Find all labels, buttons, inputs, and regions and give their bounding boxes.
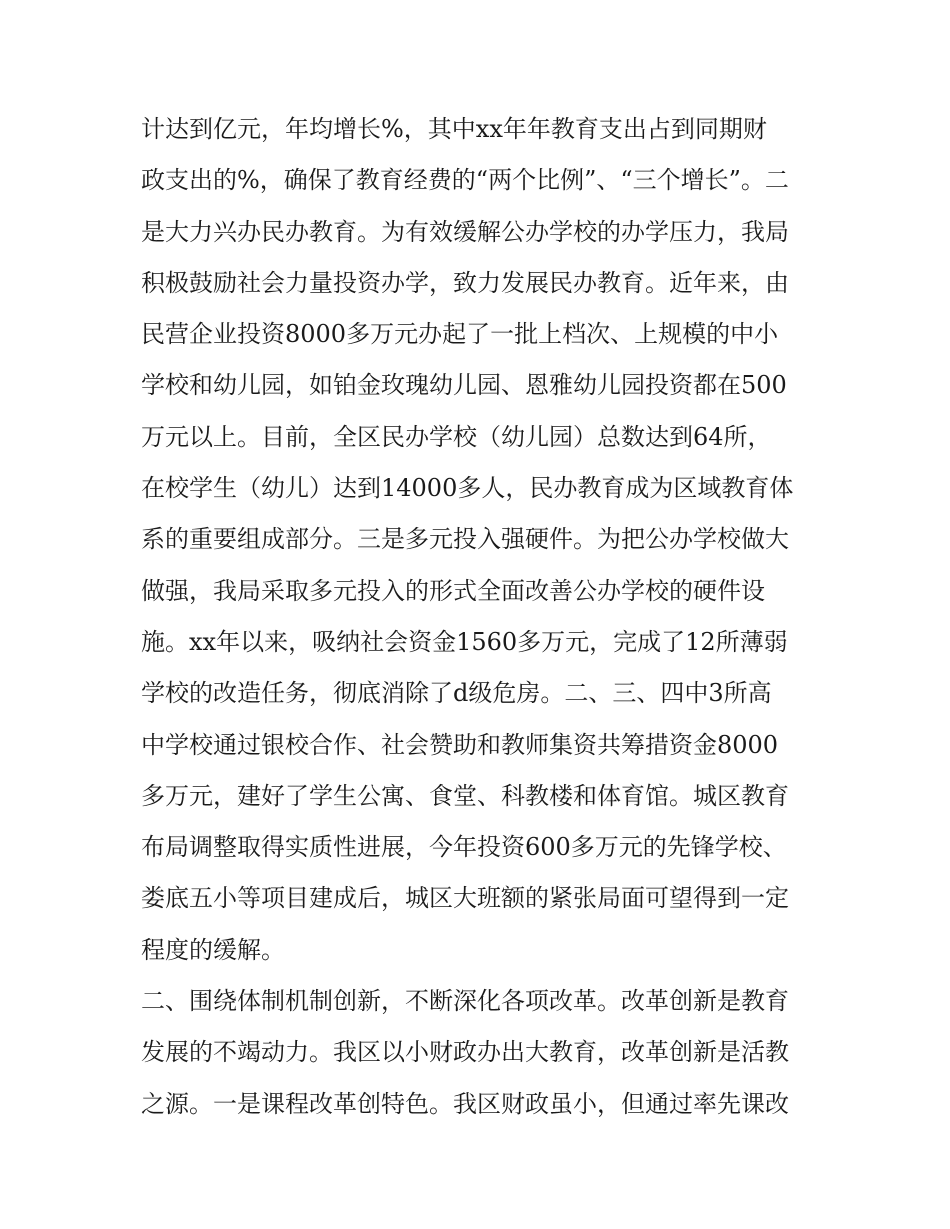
text-line: 布局调整取得实质性进展，今年投资600多万元的先锋学校、 xyxy=(141,833,787,862)
text-line: 计达到亿元，年均增长%，其中xx年年教育支出占到同期财 xyxy=(141,115,767,143)
text-line: 系的重要组成部分。三是多元投入强硬件。为把公办学校做大 xyxy=(141,525,789,554)
text-line: 做强，我局采取多元投入的形式全面改善公办学校的硬件设 xyxy=(141,576,765,605)
text-line: 学校的改造任务，彻底消除了d级危房。二、三、四中3所高 xyxy=(141,679,772,708)
text-line: 万元以上。目前，全区民办学校（幼儿园）总数达到64所， xyxy=(141,422,772,451)
text-line: 积极鼓励社会力量投资办学，致力发展民办教育。近年来，由 xyxy=(141,268,789,297)
text-line: 娄底五小等项目建成后，城区大班额的紧张局面可望得到一定 xyxy=(141,884,789,913)
text-line: 民营企业投资8000多万元办起了一批上档次、上规模的中小 xyxy=(141,320,779,349)
text-line: 学校和幼儿园，如铂金玫瑰幼儿园、恩雅幼儿园投资都在500 xyxy=(141,371,787,400)
text-line: 中学校通过银校合作、社会赞助和教师集资共筹措资金8000 xyxy=(141,730,779,759)
body-text xyxy=(141,104,831,1130)
text-line: 施。xx年以来，吸纳社会资金1560多万元，完成了12所薄弱 xyxy=(141,627,788,656)
text-line: 多万元，建好了学生公寓、食堂、科教楼和体育馆。城区教育 xyxy=(141,781,789,810)
text-line: 之源。一是课程改革创特色。我区财政虽小，但通过率先课改 xyxy=(141,1089,789,1118)
text-line: 二、围绕体制机制创新，不断深化各项改革。改革创新是教育 xyxy=(141,987,789,1016)
text-line: 程度的缓解。 xyxy=(141,935,285,964)
text-line: 在校学生（幼儿）达到14000多人，民办教育成为区域教育体 xyxy=(141,474,794,503)
text-line: 是大力兴办民办教育。为有效缓解公办学校的办学压力，我局 xyxy=(141,217,789,246)
text-line: 政支出的%，确保了教育经费的“两个比例”、“三个增长”。二 xyxy=(141,166,789,195)
text-line: 发展的不竭动力。我区以小财政办出大教育，改革创新是活教 xyxy=(141,1038,789,1067)
